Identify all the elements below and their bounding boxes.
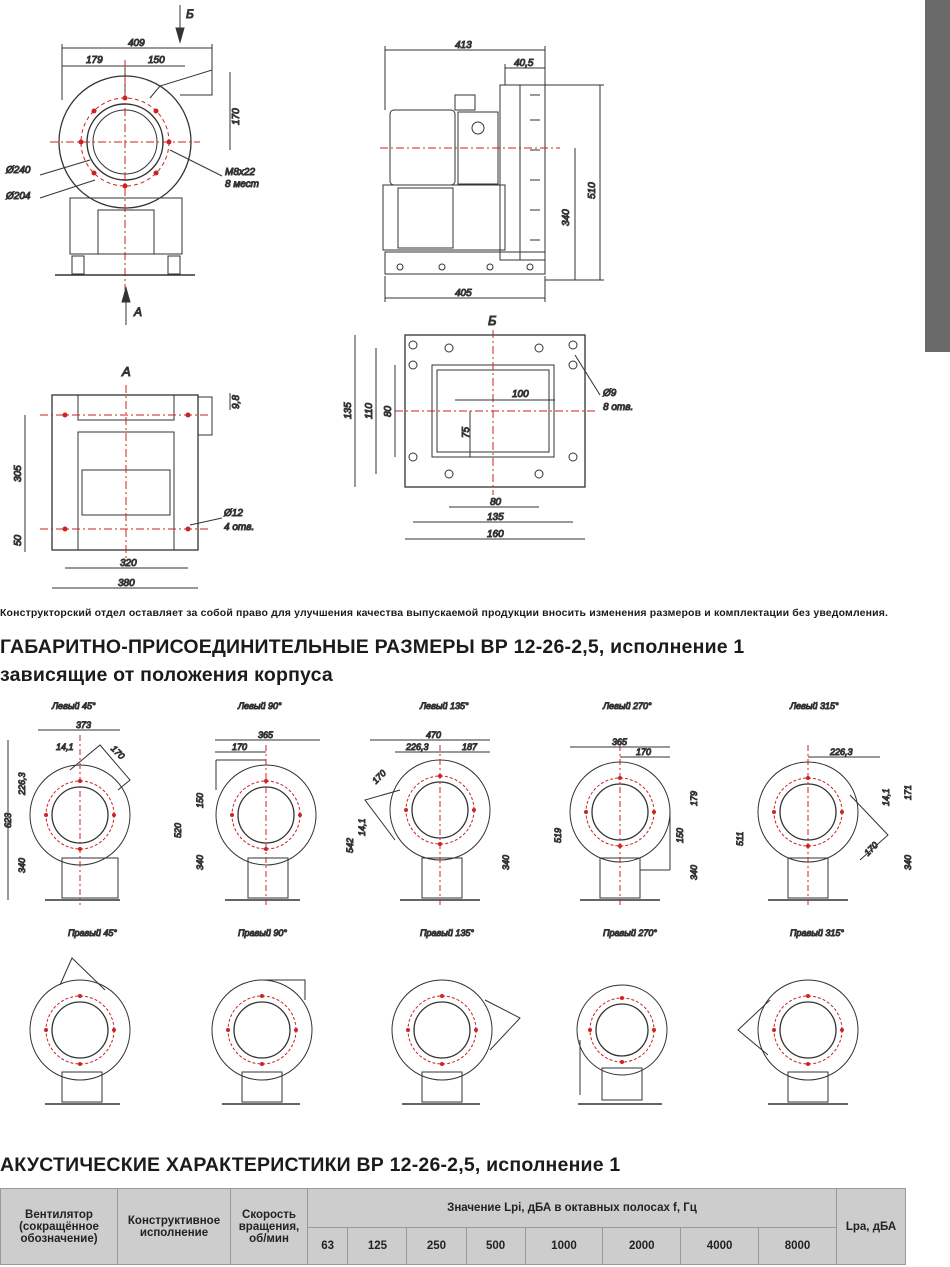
fan-right-90 bbox=[212, 980, 312, 1104]
section-subtitle: зависящие от положения корпуса bbox=[0, 664, 333, 686]
freq-8000: 8000 bbox=[759, 1228, 837, 1265]
svg-text:100: 100 bbox=[512, 389, 529, 400]
svg-text:179: 179 bbox=[689, 790, 699, 806]
svg-text:340: 340 bbox=[17, 857, 27, 873]
svg-text:520: 520 bbox=[173, 822, 183, 838]
label-right-90: Правый 90° bbox=[238, 928, 287, 938]
svg-text:170: 170 bbox=[231, 108, 242, 125]
svg-text:226,3: 226,3 bbox=[17, 772, 27, 795]
svg-text:80: 80 bbox=[490, 497, 502, 508]
fan-left-45 bbox=[3, 720, 130, 905]
fan-left-270 bbox=[553, 737, 699, 905]
svg-text:409: 409 bbox=[128, 38, 145, 49]
svg-text:226,3: 226,3 bbox=[830, 747, 853, 757]
label-left-135: Левый 135° bbox=[420, 701, 469, 711]
svg-text:380: 380 bbox=[118, 578, 135, 589]
svg-text:170: 170 bbox=[232, 742, 248, 752]
svg-text:320: 320 bbox=[120, 558, 137, 569]
col-speed: Скорость вращения, об/мин bbox=[231, 1189, 308, 1265]
freq-250: 250 bbox=[407, 1228, 466, 1265]
fan-right-315 bbox=[738, 980, 858, 1104]
svg-text:135: 135 bbox=[343, 402, 354, 419]
col-octave-group: Значение Lpi, дБА в октавных полосах f, Гц bbox=[308, 1189, 837, 1228]
svg-text:4 отв.: 4 отв. bbox=[224, 522, 255, 533]
freq-63: 63 bbox=[308, 1228, 348, 1265]
freq-500: 500 bbox=[466, 1228, 525, 1265]
svg-text:75: 75 bbox=[461, 426, 472, 438]
svg-text:413: 413 bbox=[455, 40, 472, 51]
svg-text:171: 171 bbox=[903, 784, 913, 800]
svg-text:519: 519 bbox=[553, 827, 563, 843]
svg-text:80: 80 bbox=[383, 405, 394, 417]
arrow-label-a: А bbox=[134, 305, 143, 319]
svg-text:170: 170 bbox=[862, 840, 880, 858]
svg-text:170: 170 bbox=[108, 743, 127, 762]
label-right-270: Правый 270° bbox=[603, 928, 657, 938]
svg-text:542: 542 bbox=[345, 837, 355, 853]
svg-text:340: 340 bbox=[903, 854, 913, 870]
freq-1000: 1000 bbox=[525, 1228, 603, 1265]
col-design: Конструктивное исполнение bbox=[118, 1189, 231, 1265]
svg-text:Б: Б bbox=[488, 313, 497, 328]
svg-text:340: 340 bbox=[195, 854, 205, 870]
svg-text:Ø240: Ø240 bbox=[6, 165, 31, 176]
fan-right-135 bbox=[392, 980, 520, 1104]
section-title-dimensions: ГАБАРИТНО-ПРИСОЕДИНИТЕЛЬНЫЕ РАЗМЕРЫ ВР 12-26-2,5, исполнение 1 bbox=[0, 636, 745, 658]
fan-left-135 bbox=[345, 730, 511, 905]
svg-text:511: 511 bbox=[735, 831, 745, 846]
svg-text:M8x22: M8x22 bbox=[225, 167, 256, 178]
svg-text:179: 179 bbox=[86, 55, 103, 66]
svg-text:8 отв.: 8 отв. bbox=[603, 402, 634, 413]
svg-text:405: 405 bbox=[455, 288, 472, 299]
svg-text:150: 150 bbox=[195, 792, 205, 808]
svg-text:9,8: 9,8 bbox=[231, 395, 242, 409]
fan-right-270 bbox=[577, 985, 667, 1104]
col-lpa: Lpa, дБА bbox=[837, 1189, 906, 1265]
svg-text:110: 110 bbox=[364, 403, 375, 419]
svg-text:14,1: 14,1 bbox=[881, 788, 891, 806]
svg-text:510: 510 bbox=[587, 182, 598, 199]
label-left-45: Левый 45° bbox=[52, 701, 96, 711]
label-left-270: Левый 270° bbox=[603, 701, 652, 711]
svg-text:50: 50 bbox=[13, 534, 24, 546]
acoustic-table bbox=[0, 1188, 906, 1265]
label-right-45: Правый 45° bbox=[68, 928, 117, 938]
svg-text:Ø9: Ø9 bbox=[603, 388, 617, 399]
arrow-label-b: Б bbox=[186, 7, 194, 21]
svg-text:305: 305 bbox=[13, 465, 24, 482]
label-left-315: Левый 315° bbox=[790, 701, 839, 711]
svg-text:365: 365 bbox=[258, 730, 274, 740]
svg-text:А: А bbox=[122, 364, 131, 379]
label-left-90: Левый 90° bbox=[238, 701, 282, 711]
svg-text:8 мест: 8 мест bbox=[225, 179, 259, 190]
section-title-acoustic: АКУСТИЧЕСКИЕ ХАРАКТЕРИСТИКИ ВР 12-26-2,5, исполнение 1 bbox=[0, 1154, 621, 1176]
svg-text:623: 623 bbox=[3, 812, 13, 828]
svg-text:340: 340 bbox=[689, 864, 699, 880]
disclaimer-note: Конструкторский отдел оставляет за собой право для улучшения качества выпускаемой продукции вносить изменения размеров и комплектации без уведомления. bbox=[0, 607, 889, 619]
fan-left-315 bbox=[735, 745, 913, 905]
col-fan: Вентилятор (сокращённое обозначение) bbox=[1, 1189, 118, 1265]
freq-4000: 4000 bbox=[681, 1228, 759, 1265]
svg-text:170: 170 bbox=[636, 747, 652, 757]
svg-text:373: 373 bbox=[76, 720, 92, 730]
svg-text:40,5: 40,5 bbox=[514, 58, 534, 69]
svg-text:470: 470 bbox=[426, 730, 442, 740]
freq-125: 125 bbox=[348, 1228, 407, 1265]
svg-text:150: 150 bbox=[148, 55, 165, 66]
svg-text:187: 187 bbox=[462, 742, 478, 752]
svg-text:160: 160 bbox=[487, 529, 504, 540]
svg-text:150: 150 bbox=[675, 827, 685, 843]
fan-left-90 bbox=[173, 730, 320, 905]
label-right-135: Правый 135° bbox=[420, 928, 474, 938]
svg-text:Ø204: Ø204 bbox=[6, 191, 31, 202]
svg-text:340: 340 bbox=[561, 209, 572, 226]
bolt-holes bbox=[44, 774, 844, 1066]
svg-text:135: 135 bbox=[487, 512, 504, 523]
svg-text:14,1: 14,1 bbox=[56, 742, 74, 752]
svg-text:365: 365 bbox=[612, 737, 628, 747]
svg-text:170: 170 bbox=[370, 768, 388, 786]
svg-text:226,3: 226,3 bbox=[406, 742, 429, 752]
svg-text:340: 340 bbox=[501, 854, 511, 870]
svg-text:14,1: 14,1 bbox=[357, 818, 367, 836]
freq-2000: 2000 bbox=[603, 1228, 681, 1265]
label-right-315: Правый 315° bbox=[790, 928, 844, 938]
svg-text:Ø12: Ø12 bbox=[224, 508, 243, 519]
